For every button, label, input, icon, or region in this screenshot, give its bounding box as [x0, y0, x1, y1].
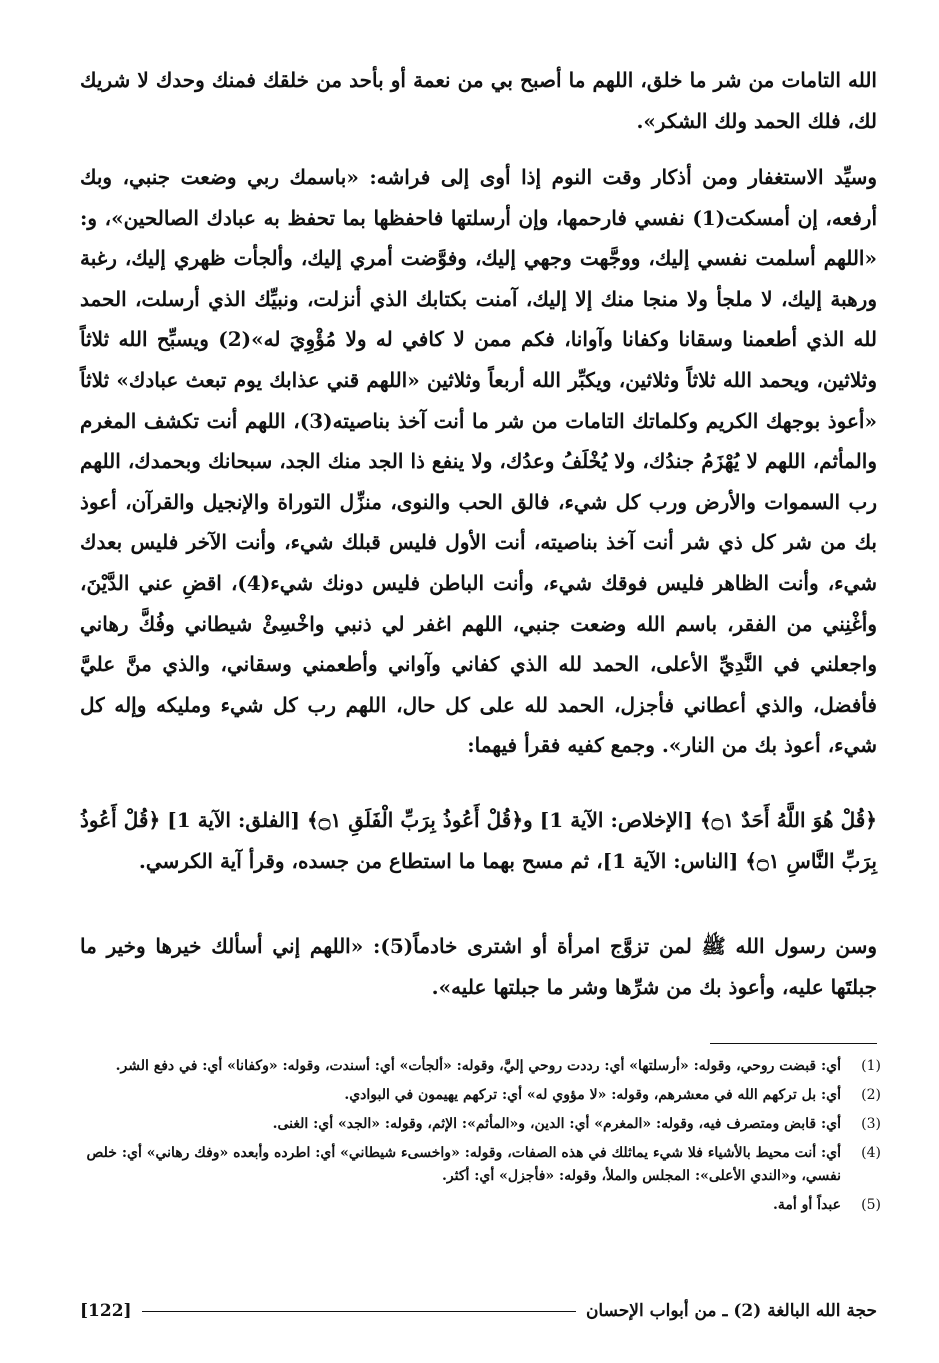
footnote-number: (5)	[861, 1197, 881, 1213]
paragraph-3-quran	[80, 800, 877, 882]
footnote-text: أي: بل تركهم الله في معشرهم، وقوله: «لا مؤوي له» أي: تركهم يهيمون في البوادي.	[344, 1087, 841, 1103]
page-number: [122]	[80, 1301, 132, 1321]
footnote-number: (3)	[861, 1116, 881, 1132]
paragraph-4-text: وسن رسول الله ﷺ لمن تزوَّج امرأة أو اشترى خادماً(5): «اللهم إني أسألك خيرها وخير ما جبلتَها عليه، وأعوذ بك من شرِّها وشر ما جبلتها عليه».	[80, 934, 877, 999]
paragraph-1-text: الله التامات من شر ما خلق، اللهم ما أصبح بي من نعمة أو بأحد من خلقك فمنك وحدك لا شريك لك، فلك الحمد ولك الشكر».	[80, 68, 877, 133]
footnote-text: أي: قبضت روحي، وقوله: «أرسلتها» أي: رددت روحي إليَّ، وقوله: «ألجأت» أي: أسندت، وقوله: «وكفانا» أي: في دفع الشر.	[115, 1058, 841, 1074]
footnote-2	[80, 1084, 881, 1107]
footnote-1	[80, 1055, 881, 1078]
paragraph-4	[80, 926, 877, 1008]
footnote-text: عبداً أو أمة.	[773, 1197, 841, 1213]
footnote-text: أي: أنت محيط بالأشياء فلا شيء يماثلك في هذه الصفات، وقوله: «واخسىء شيطاني» أي: اطرده وأبعده «وفك رهاني» أي: خلص نفسي، و«الندي الأعلى»: المجلس والملأ، وقوله: «فأجزل» أي: أكثر.	[86, 1145, 841, 1184]
footnotes	[80, 1055, 881, 1223]
paragraph-3-text: ﴿قُلْ هُوَ اللَّهُ أَحَدٌ ۝١﴾ [الإخلاص: الآية 1] و﴿قُلْ أَعُوذُ بِرَبِّ الْفَلَقِ ۝١﴾ [الفلق: الآية 1] ﴿قُلْ أَعُوذُ بِرَبِّ النَّاسِ ۝١﴾ [الناس: الآية 1]، ثم مسح بهما ما استطاع من جسده، وقرأ آية الكرسي.	[80, 808, 877, 873]
footnote-text: أي: قابض ومتصرف فيه، وقوله: «المغرم» أي: الدين، و«المأثم»: الإثم، وقوله: «الجد» أي: الغنى.	[272, 1116, 841, 1132]
footnote-3	[80, 1113, 881, 1136]
book-title: حجة الله البالغة (2) ـ من أبواب الإحسان	[585, 1301, 877, 1321]
footnote-number: (2)	[861, 1087, 881, 1103]
footnote-separator	[710, 1043, 877, 1044]
paragraph-2	[80, 157, 877, 766]
footnote-4	[80, 1142, 881, 1188]
paragraph-1	[80, 60, 877, 141]
footnote-5	[80, 1194, 881, 1217]
footer-rule	[142, 1311, 576, 1312]
footnote-number: (1)	[861, 1058, 881, 1074]
footnote-number: (4)	[861, 1145, 881, 1161]
page-footer	[80, 1296, 877, 1326]
paragraph-2-text: وسيِّد الاستغفار ومن أذكار وقت النوم إذا أوى إلى فراشه: «باسمك ربي وضعت جنبي، وبك أرفعه، إن أمسكت(1) نفسي فارحمها، وإن أرسلتها فاحفظها بما تحفظ به عبادك الصالحين»، و: «اللهم أسلمت نفسي إليك، ووجَّهت وجهي إليك، وفوَّضت أمري إليك، وألجأت ظهري إليك، رغبة ورهبة إليك، لا ملجأ ولا منجا منك إلا إليك، آمنت بكتابك الذي أنزلت، ونبيِّك الذي أرسلت، الحمد لله الذي أطعمنا وسقانا وكفانا وآوانا، فكم ممن لا كافي له ولا مُؤْوِيَ له»(2) ويسبِّح الله ثلاثاً وثلاثين، ويحمد الله ثلاثاً وثلاثين، ويكبِّر الله أربعاً وثلاثين «اللهم قني عذابك يوم تبعث عبادك» ثلاثاً «أعوذ بوجهك الكريم وكلماتك التامات من شر ما أنت آخذ بناصيته(3)، اللهم أنت تكشف المغرم والمأثم، اللهم لا يُهْزَمُ جندُك، ولا يُخْلَفُ وعدُك، ولا ينفع ذا الجد منك الجد، سبحانك وبحمدك، اللهم رب السموات والأرض ورب كل شيء، فالق الحب والنوى، منزِّل التوراة والإنجيل والقرآن، أعوذ بك من شر كل ذي شر أنت آخذ بناصيته، أنت الأول فليس قبلك شيء، وأنت الآخر فليس بعدك شيء، وأنت الظاهر فليس فوقك شيء، وأنت الباطن فليس دونك شيء(4)، اقضِ عني الدَّيْنَ، وأغْنِني من الفقر، باسم الله وضعت جنبي، اللهم اغفر لي ذنبي واخْسِئْ شيطاني وفُكَّ رهاني واجعلني في النَّدِيِّ الأعلى، الحمد لله الذي كفاني وآواني وأطعمني وسقاني، والذي منَّ عليَّ فأفضل، والذي أعطاني فأجزل، الحمد لله على كل حال، اللهم رب كل شيء ومليكه وإله كل شيء، أعوذ بك من النار». وجمع كفيه فقرأ فيهما:	[80, 165, 878, 758]
